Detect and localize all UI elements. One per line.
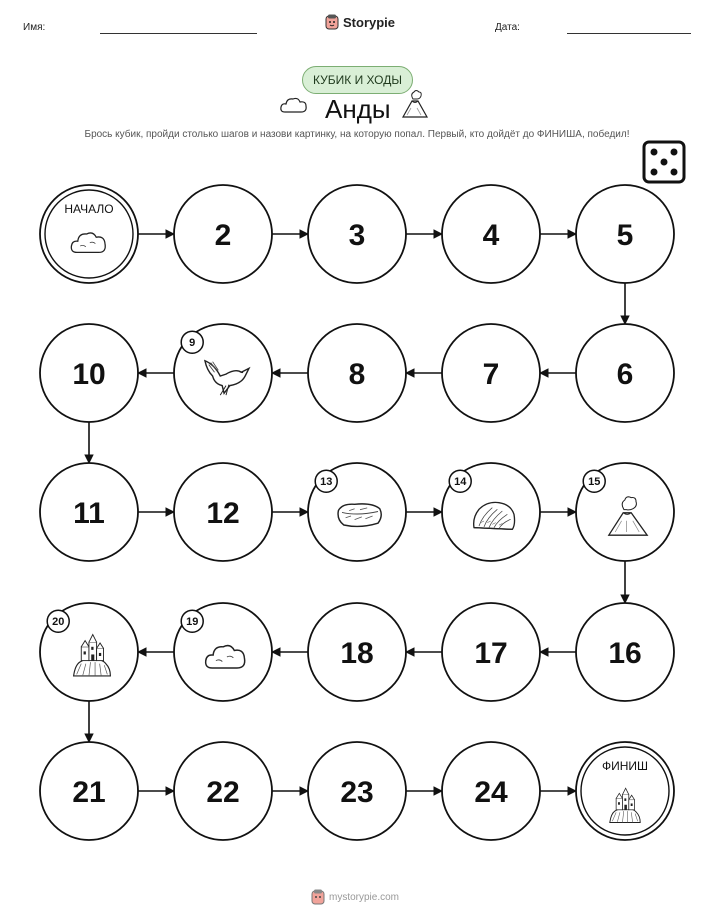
start-label: НАЧАЛО bbox=[64, 202, 114, 216]
board-cell-13[interactable] bbox=[308, 463, 406, 561]
footer-logo-icon bbox=[311, 889, 325, 905]
board-cell-20[interactable] bbox=[40, 603, 138, 701]
board-cell-24[interactable] bbox=[442, 742, 540, 840]
board-cell-6[interactable] bbox=[576, 324, 674, 422]
footer-url[interactable]: mystorypie.com bbox=[329, 891, 400, 903]
cell-number-small: 14 bbox=[454, 476, 467, 489]
board-cell-18[interactable] bbox=[308, 603, 406, 701]
cell-number-small: 20 bbox=[52, 616, 65, 629]
game-type-badge: КУБИК И ХОДЫ bbox=[302, 66, 413, 94]
board-cell-10[interactable] bbox=[40, 324, 138, 422]
cell-number: 10 bbox=[72, 358, 106, 391]
cell-number: 23 bbox=[340, 776, 374, 809]
name-label: Имя: bbox=[23, 22, 46, 33]
board-cell-8[interactable] bbox=[308, 324, 406, 422]
cell-number: 12 bbox=[206, 497, 240, 530]
cell-number: 4 bbox=[482, 219, 500, 252]
brand-name: Storypie bbox=[343, 14, 396, 30]
cell-number: 22 bbox=[206, 776, 240, 809]
board-cell-9[interactable] bbox=[174, 324, 272, 422]
board-cell-19[interactable] bbox=[174, 603, 272, 701]
board-cell-23[interactable] bbox=[308, 742, 406, 840]
instructions-text: Брось кубик, пройди столько шагов и назови картинку, на которую попал. Первый, кто дойдёт до ФИНИША, победил! bbox=[84, 129, 630, 140]
cell-number: 2 bbox=[214, 219, 232, 252]
cell-number: 8 bbox=[348, 358, 366, 391]
board-cell-3[interactable] bbox=[308, 185, 406, 283]
cell-number: 24 bbox=[474, 776, 508, 809]
cell-number: 6 bbox=[616, 358, 634, 391]
board-cell-14[interactable] bbox=[442, 463, 540, 561]
board-cell-11[interactable] bbox=[40, 463, 138, 561]
footer bbox=[311, 889, 399, 905]
board-cell-25[interactable] bbox=[576, 742, 674, 840]
board-cell-21[interactable] bbox=[40, 742, 138, 840]
cell-number: 18 bbox=[340, 637, 374, 670]
meat-icon bbox=[338, 504, 381, 527]
board-cell-15[interactable] bbox=[576, 463, 674, 561]
board-cell-16[interactable] bbox=[576, 603, 674, 701]
board-cell-7[interactable] bbox=[442, 324, 540, 422]
cell-number: 21 bbox=[72, 776, 106, 809]
cell-number-small: 15 bbox=[588, 476, 601, 489]
board-cell-22[interactable] bbox=[174, 742, 272, 840]
cell-number: 17 bbox=[474, 637, 508, 670]
board-cell-17[interactable] bbox=[442, 603, 540, 701]
board-cell-2[interactable] bbox=[174, 185, 272, 283]
cell-number: 16 bbox=[608, 637, 642, 670]
finish-label: ФИНИШ bbox=[601, 759, 649, 773]
cell-number-small: 13 bbox=[320, 476, 333, 489]
page-title: Анды bbox=[325, 94, 391, 124]
board-cell-5[interactable] bbox=[576, 185, 674, 283]
cell-number: 5 bbox=[616, 219, 634, 252]
cell-number-small: 19 bbox=[186, 616, 199, 629]
cell-number: 11 bbox=[73, 497, 105, 530]
board-cell-1[interactable] bbox=[40, 185, 138, 283]
board-cell-12[interactable] bbox=[174, 463, 272, 561]
date-label: Дата: bbox=[495, 22, 520, 33]
cell-number: 7 bbox=[482, 358, 500, 391]
cell-number: 3 bbox=[348, 219, 366, 252]
board-cell-4[interactable] bbox=[442, 185, 540, 283]
cell-number-small: 9 bbox=[189, 337, 196, 350]
